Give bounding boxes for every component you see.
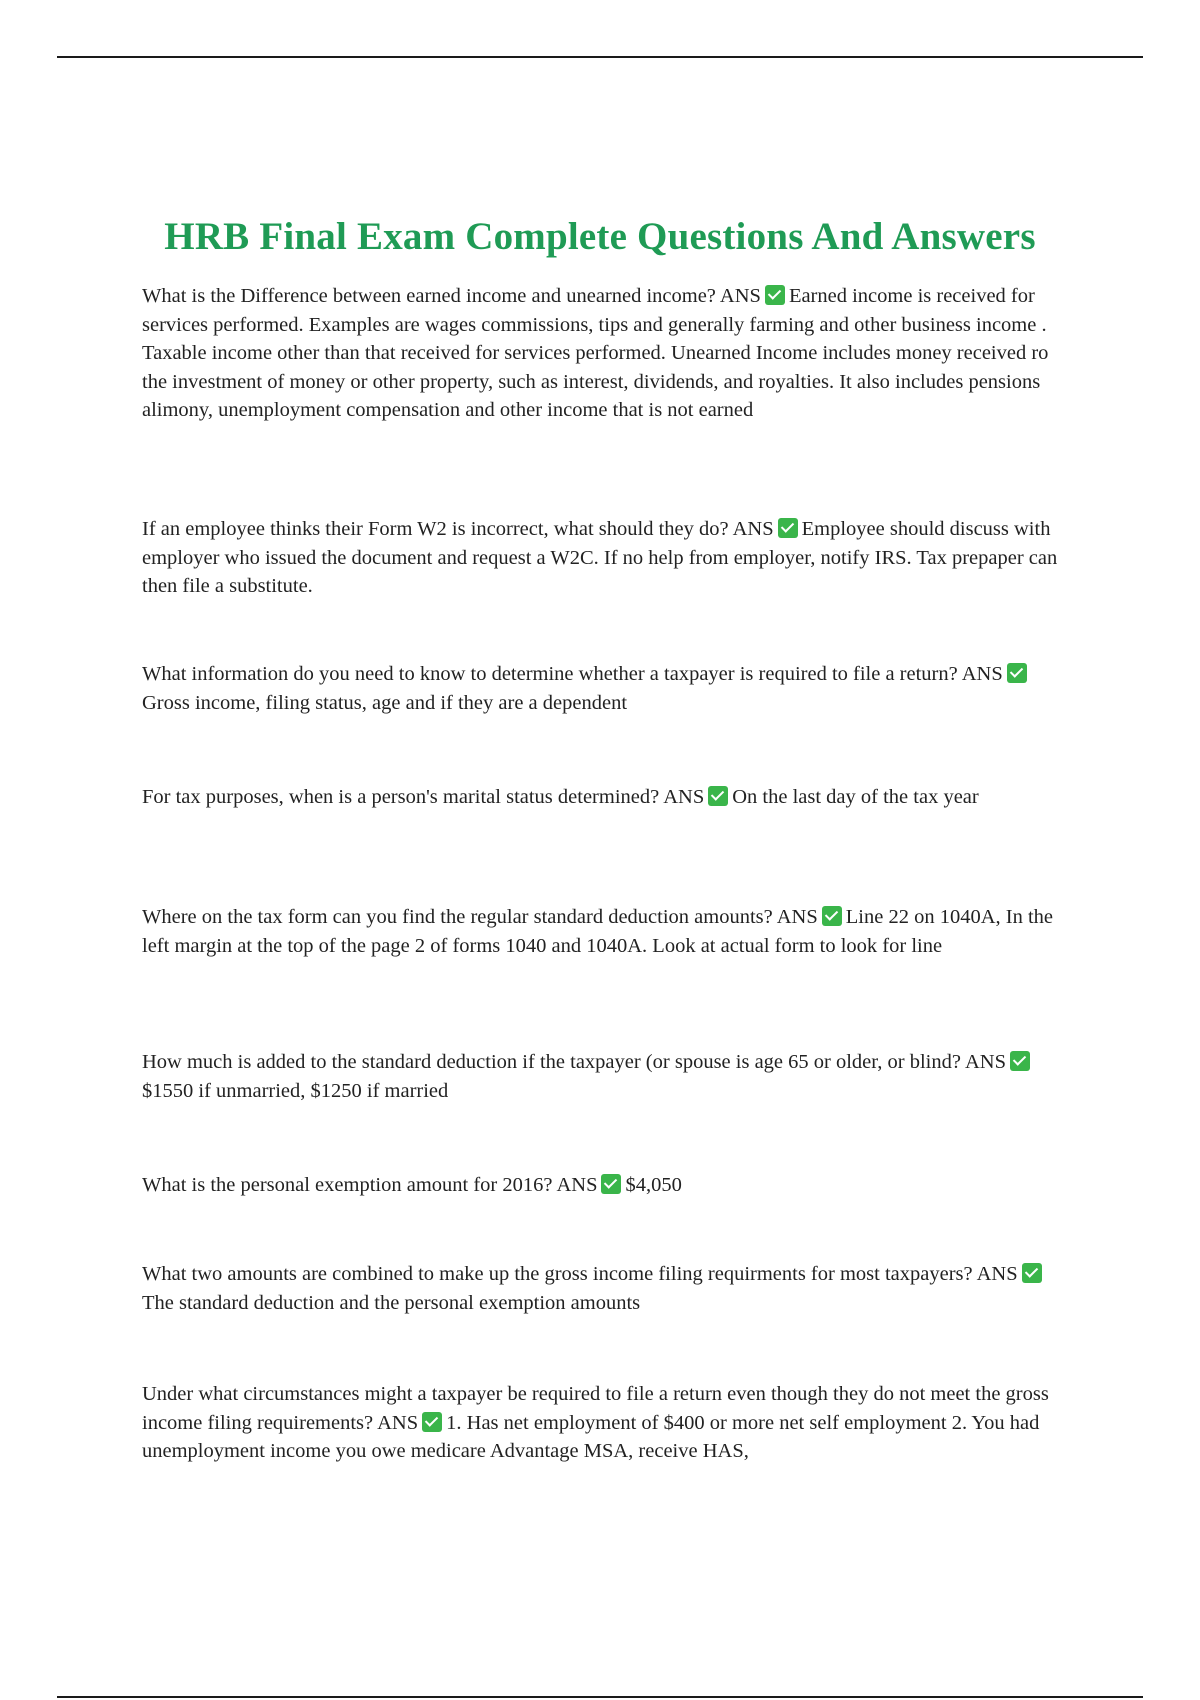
check-box-icon (778, 518, 798, 538)
qa-item-2 (142, 515, 1072, 601)
answer-marker: ANS (961, 663, 1003, 685)
qa-item-9 (142, 1380, 1072, 1466)
answer-text: The standard deduction and the personal exemption amounts (142, 1291, 641, 1314)
question-text: How much is added to the standard deduction if the taxpayer (or spouse is age 65 or older, or blind? (142, 1051, 961, 1073)
check-box-icon (1010, 1051, 1030, 1071)
question-text: For tax purposes, when is a person's marital status determined? (142, 786, 660, 808)
qa-item-7 (142, 1171, 1072, 1200)
answer-marker: ANS (976, 1263, 1018, 1285)
qa-item-3 (142, 660, 1072, 717)
answer-marker: ANS (719, 285, 761, 307)
check-box-icon (1007, 663, 1027, 683)
check-box-icon (765, 285, 785, 305)
question-text: If an employee thinks their Form W2 is incorrect, what should they do? (142, 518, 729, 540)
answer-marker: ANS (732, 518, 774, 540)
answer-marker: ANS (556, 1174, 598, 1196)
check-box-icon (708, 786, 728, 806)
question-text: Where on the tax form can you find the regular standard deduction amounts? (142, 906, 773, 928)
qa-item-4 (142, 783, 1072, 812)
answer-text: $1550 if unmarried, $1250 if married (142, 1079, 449, 1102)
top-rule (57, 56, 1143, 58)
answer-text: Earned income is received for services performed. Examples are wages commissions, tips and generally farming and other business income . Taxable income other than that received for services performed. Unearned Income includes money received ro the investment of money or other property, such as interest, dividends, and royalties. It also includes pensions alimony, unemployment compensation and other income that is not earned (142, 285, 1049, 421)
check-box-icon (601, 1174, 621, 1194)
question-text: What information do you need to know to determine whether a taxpayer is required to file a return? (142, 663, 958, 685)
answer-marker: ANS (776, 906, 818, 928)
qa-item-5 (142, 903, 1072, 960)
check-box-icon (822, 906, 842, 926)
answer-text: Line 22 on 1040A, In the left margin at the top of the page 2 of forms 1040 and 1040A. Look at actual form to look for line (142, 906, 1053, 957)
answer-marker: ANS (964, 1051, 1006, 1073)
check-box-icon (422, 1412, 442, 1432)
answer-marker: ANS (377, 1411, 419, 1434)
question-text: What is the Difference between earned income and unearned income? (142, 285, 716, 307)
qa-item-8 (142, 1260, 1072, 1317)
qa-item-1 (142, 282, 1072, 425)
answer-text: 1. Has net employment of $400 or more net self employment 2. You had unemployment income you owe medicare Advantage MSA, receive HAS, (142, 1411, 1040, 1462)
question-text: Under what circumstances might a taxpayer be required to file a return even though they do not meet the gross income filing requirements? (142, 1383, 1049, 1434)
check-box-icon (1022, 1263, 1042, 1283)
answer-text: $4,050 (625, 1174, 682, 1196)
answer-text: Employee should discuss with employer who issued the document and request a W2C. If no help from employer, notify IRS. Tax prepaper can then file a substitute. (142, 518, 1058, 597)
answer-text: On the last day of the tax year (732, 786, 979, 808)
document-title: HRB Final Exam Complete Questions And Answers (164, 215, 1036, 258)
answer-marker: ANS (663, 786, 705, 808)
question-text: What is the personal exemption amount for 2016? (142, 1174, 553, 1196)
bottom-rule (57, 1696, 1143, 1698)
answer-text: Gross income, filing status, age and if they are a dependent (142, 691, 628, 714)
question-text: What two amounts are combined to make up the gross income filing requirments for most taxpayers? (142, 1263, 973, 1285)
qa-item-6 (142, 1048, 1072, 1105)
